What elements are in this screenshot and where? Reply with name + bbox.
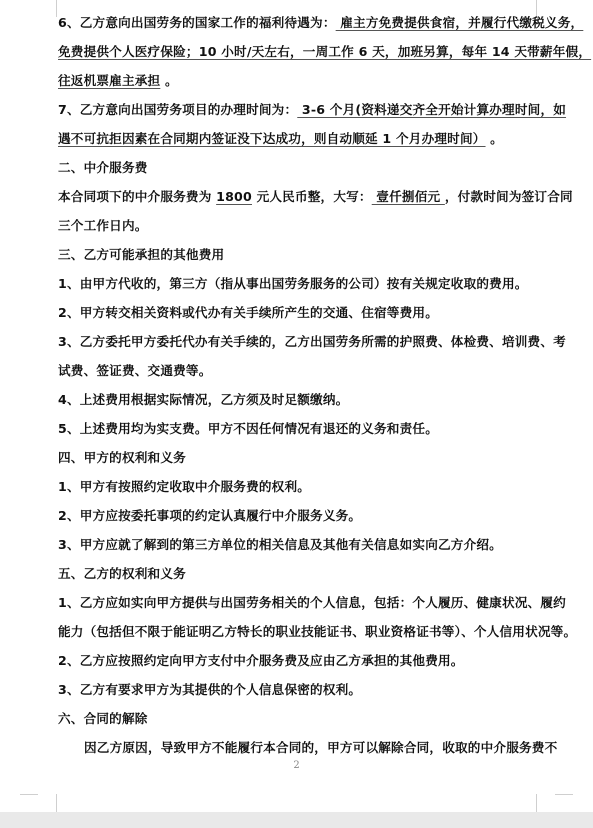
text-segment: 三个工作日内。 <box>58 218 148 233</box>
text-segment: 3、乙方委托甲方委托代办有关手续的，乙方出国劳务所需的护照费、体检费、培训费、考 <box>58 334 566 349</box>
filled-blank: 壹仟捌佰元 <box>371 189 445 204</box>
text-segment: 。 <box>160 73 178 88</box>
text-line <box>58 704 542 733</box>
crop-mark-top-left <box>38 0 57 17</box>
text-segment: 五、乙方的权利和义务 <box>58 566 186 581</box>
filled-blank: 3-6 个月(资料递交齐全开始计算办理时间，如 <box>297 102 567 117</box>
text-line <box>58 37 592 66</box>
text-segment: 1、由甲方代收的，第三方（指从事出国劳务服务的公司）按有关规定收取的费用。 <box>58 276 528 291</box>
text-segment: ，付款时间为签订合同 <box>444 189 573 204</box>
filled-blank: 往返机票雇主承担 <box>58 73 161 88</box>
crop-mark-bottom-left <box>38 794 57 812</box>
text-segment: 六、合同的解除 <box>58 711 148 726</box>
text-segment: 本合同项下的中介服务费为 <box>58 189 217 204</box>
crop-mark-bottom-left-h <box>20 794 38 795</box>
text-line <box>58 153 542 182</box>
text-line <box>58 124 542 153</box>
text-line <box>58 472 542 501</box>
text-segment: 3、甲方应就了解到的第三方单位的相关信息及其他有关信息如实向乙方介绍。 <box>58 537 502 552</box>
text-segment: 2、甲方转交相关资料或代办有关手续所产生的交通、住宿等费用。 <box>58 305 438 320</box>
text-line <box>58 211 542 240</box>
text-segment: 试费、签证费、交通费等。 <box>58 363 212 378</box>
filled-blank: 雇主方免费提供食宿，并履行代缴税义务， <box>335 15 584 30</box>
filled-blank: 遇不可抗拒因素在合同期内签证没下达成功，则自动顺延 1 个月办理时间） <box>58 131 486 146</box>
text-segment: 。 <box>485 131 503 146</box>
text-segment: 2、乙方应按照约定向甲方支付中介服务费及应由乙方承担的其他费用。 <box>58 653 464 668</box>
crop-mark-bottom-right <box>536 794 555 812</box>
text-segment: 1、甲方有按照约定收取中介服务费的权利。 <box>58 479 311 494</box>
page-number: 2 <box>293 760 300 771</box>
text-line <box>58 675 542 704</box>
text-line <box>58 617 577 646</box>
document-body <box>58 8 592 762</box>
text-segment: 3、乙方有要求甲方为其提供的个人信息保密的权利。 <box>58 682 362 697</box>
text-segment: 6、乙方意向出国劳务的国家工作的福利待遇为： <box>58 15 336 30</box>
text-line <box>58 66 542 95</box>
text-line <box>58 240 542 269</box>
text-segment: 四、甲方的权利和义务 <box>58 450 186 465</box>
text-line <box>58 530 542 559</box>
text-segment: 2、甲方应按委托事项的约定认真履行中介服务义务。 <box>58 508 362 523</box>
text-segment: 4、上述费用根据实际情况，乙方须及时足额缴纳。 <box>58 392 349 407</box>
text-line <box>58 588 566 617</box>
text-line <box>58 8 584 37</box>
text-segment: 5、上述费用均为实支费。甲方不因任何情况有退还的义务和责任。 <box>58 421 438 436</box>
text-segment: 元人民币整，大写： <box>251 189 372 204</box>
text-line <box>58 327 566 356</box>
text-segment: 7、乙方意向出国劳务项目的办理时间为： <box>58 102 298 117</box>
text-line <box>58 95 567 124</box>
text-line <box>58 733 558 762</box>
text-line <box>58 414 542 443</box>
text-segment: 三、乙方可能承担的其他费用 <box>58 247 225 262</box>
text-line <box>58 182 573 211</box>
text-line <box>58 646 542 675</box>
text-line <box>58 298 542 327</box>
text-segment: 因乙方原因，导致甲方不能履行本合同的，甲方可以解除合同，收取的中介服务费不 <box>84 740 558 755</box>
text-line <box>58 356 542 385</box>
text-line <box>58 269 542 298</box>
filled-blank: 免费提供个人医疗保险；10 小时/天左右，一周工作 6 天，加班另算，每年 14 天带薪年假， <box>58 44 592 59</box>
text-segment: 二、中介服务费 <box>58 160 148 175</box>
text-line <box>58 443 542 472</box>
text-line <box>58 501 542 530</box>
crop-mark-bottom-right-h <box>555 794 573 795</box>
filled-blank: 1800 <box>216 189 252 204</box>
bottom-scroll-area[interactable] <box>0 812 593 828</box>
text-line <box>58 385 542 414</box>
text-segment: 1、乙方应如实向甲方提供与出国劳务相关的个人信息，包括：个人履历、健康状况、履约 <box>58 595 566 610</box>
text-line <box>58 559 542 588</box>
text-segment: 能力（包括但不限于能证明乙方特长的职业技能证书、职业资格证书等）、个人信用状况等。 <box>58 624 577 639</box>
